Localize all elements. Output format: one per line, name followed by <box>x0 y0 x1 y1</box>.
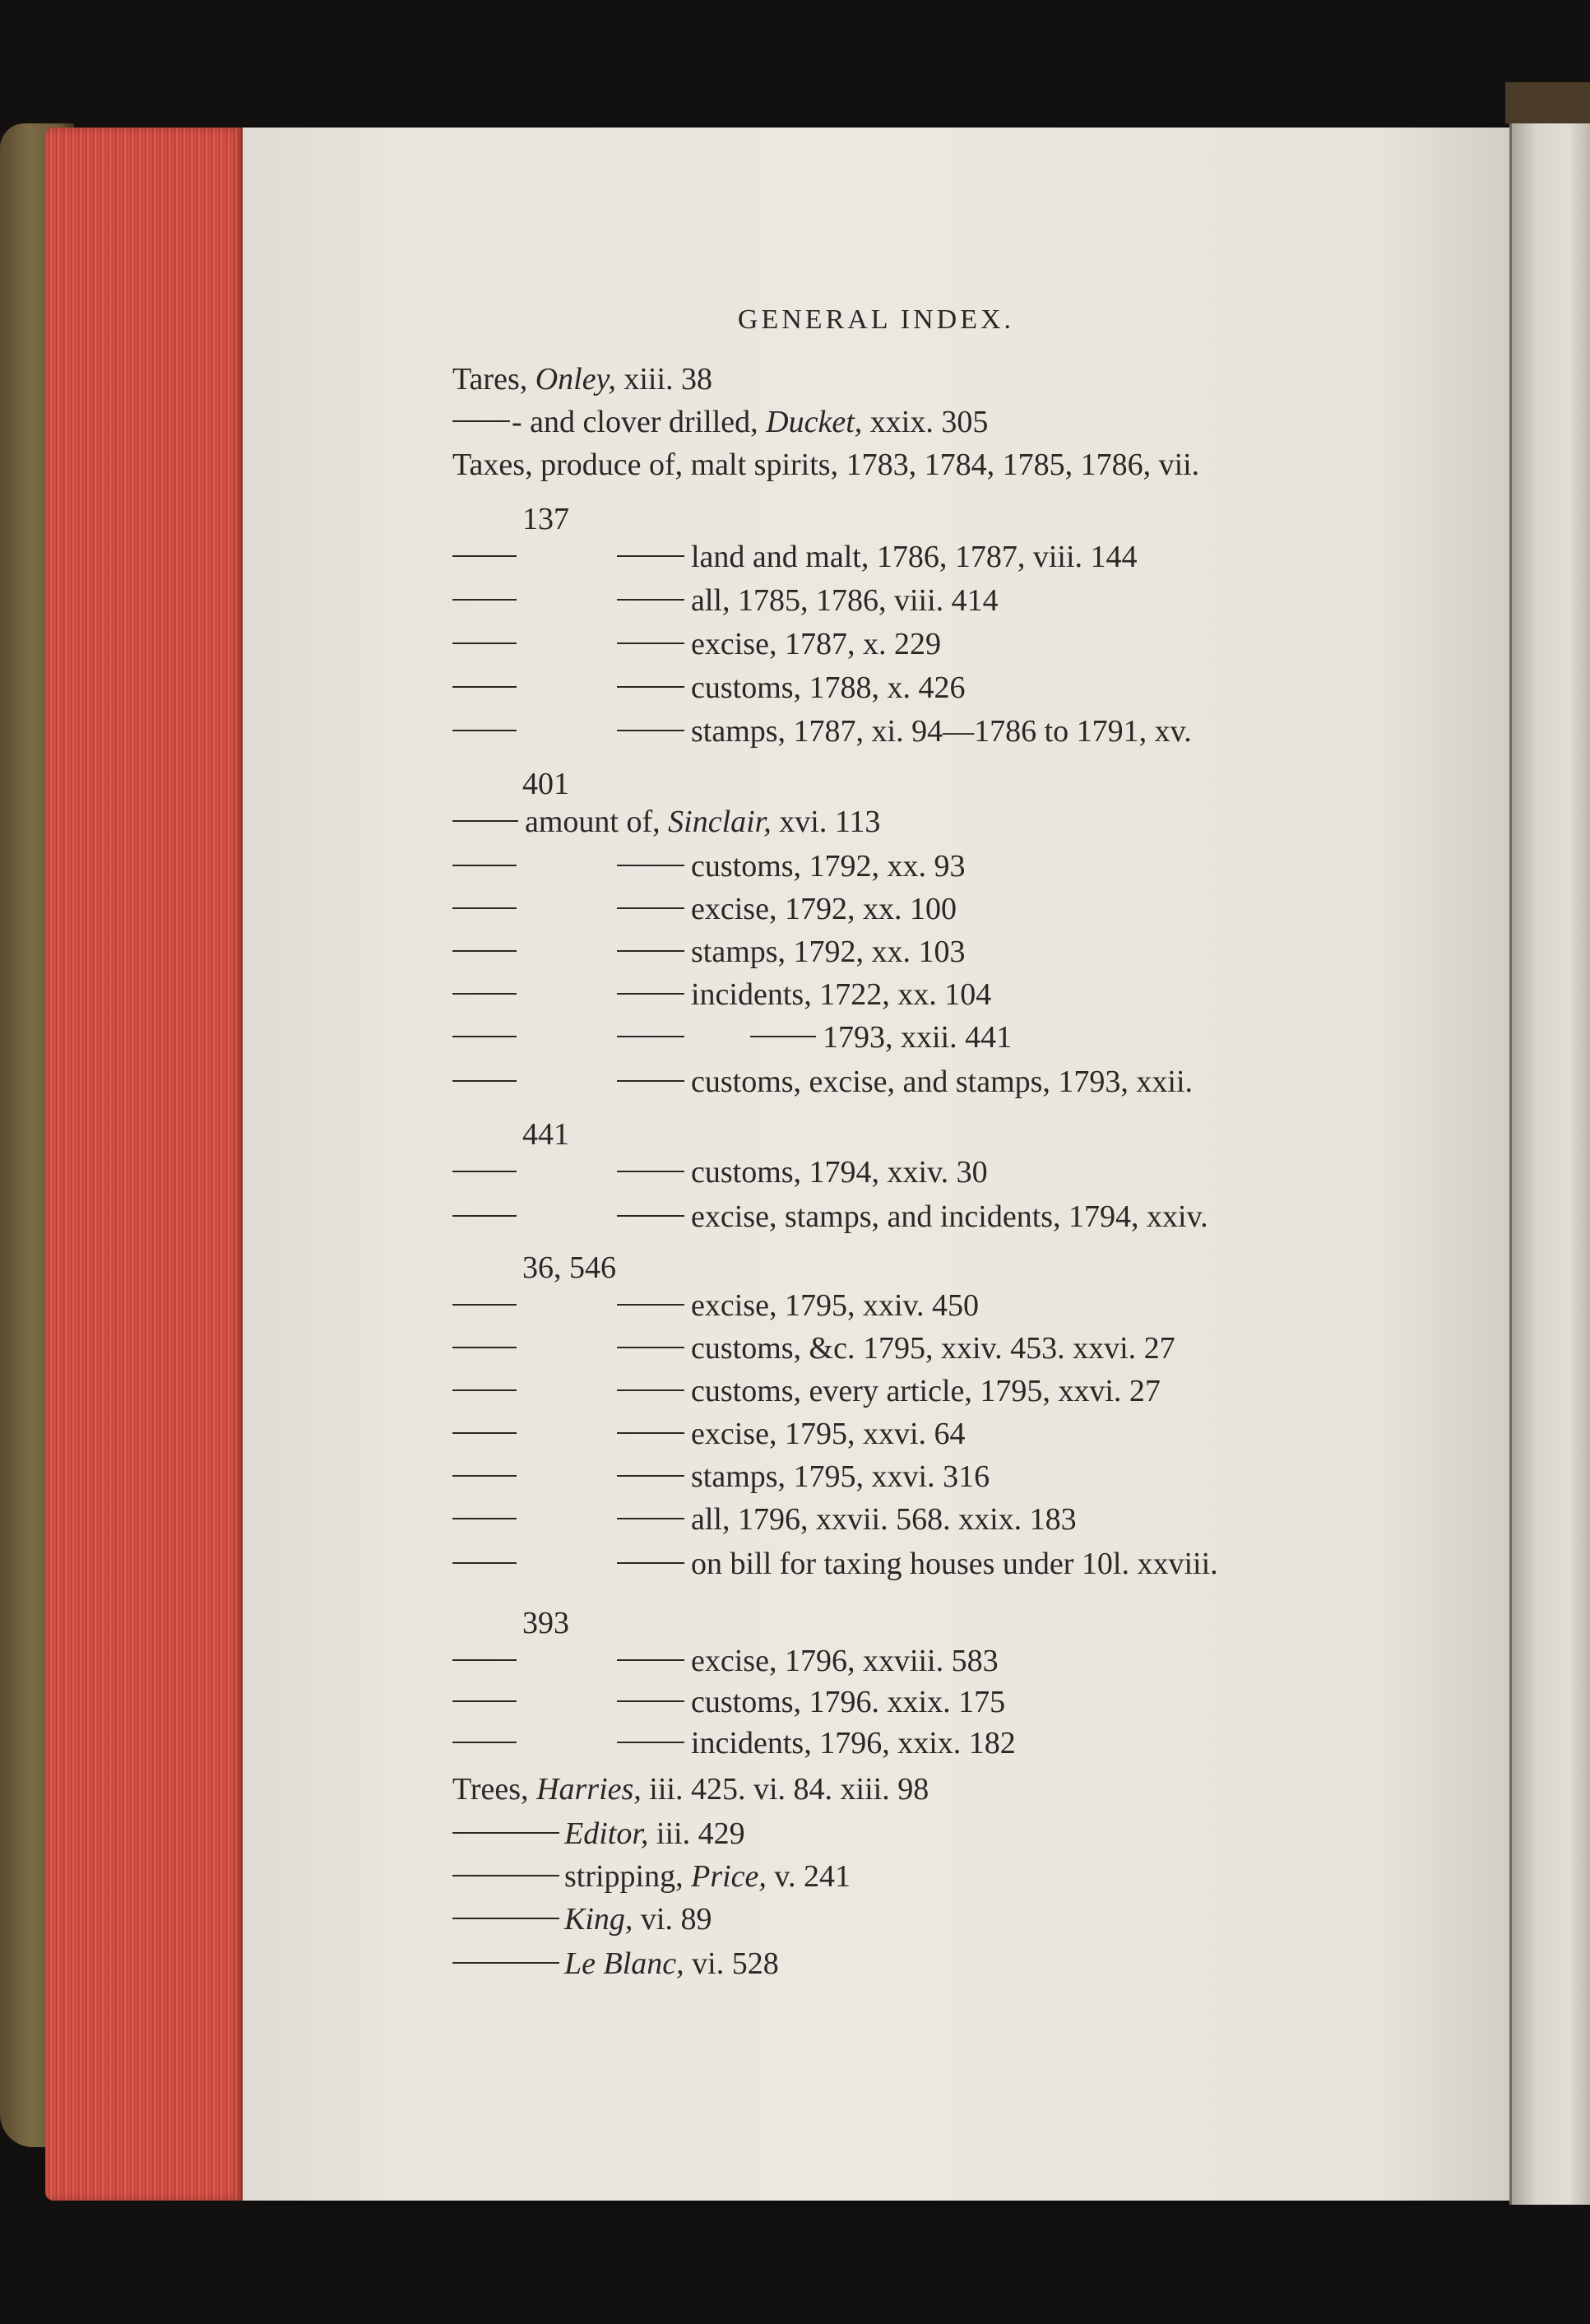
ditto-dash <box>452 1171 517 1172</box>
index-entry-continuation: 393 <box>522 1606 569 1640</box>
index-entry: excise, stamps, and incidents, 1794, xxiv. <box>452 1198 1208 1236</box>
ditto-dash <box>452 420 510 422</box>
ditto-dash <box>452 865 517 866</box>
index-entry-continuation: 401 <box>522 767 569 801</box>
index-entry: all, 1796, xxvii. 568. xxix. 183 <box>452 1501 1077 1538</box>
index-entry: customs, &c. 1795, xxiv. 453. xxvi. 27 <box>452 1329 1175 1367</box>
ditto-dash <box>617 1347 684 1348</box>
index-entry: Le Blanc, vi. 528 <box>452 1945 779 1983</box>
ditto-dash <box>617 686 684 688</box>
index-entry: stripping, Price, v. 241 <box>452 1858 851 1895</box>
index-entry-continuation: 137 <box>522 502 569 536</box>
ditto-dash <box>617 1304 684 1306</box>
index-entry: customs, 1796. xxix. 175 <box>452 1683 1005 1721</box>
ditto-dash <box>617 1171 684 1172</box>
ditto-dash <box>452 1832 559 1834</box>
index-entry: customs, 1788, x. 426 <box>452 669 966 707</box>
index-entry: customs, excise, and stamps, 1793, xxii. <box>452 1063 1193 1101</box>
ditto-dash <box>452 1347 517 1348</box>
index-entry: amount of, Sinclair, xvi. 113 <box>452 803 880 841</box>
index-entry: King, vi. 89 <box>452 1900 712 1938</box>
index-entry: incidents, 1722, xx. 104 <box>452 976 991 1014</box>
ditto-dash <box>617 599 684 601</box>
ditto-dash <box>452 1700 517 1702</box>
ditto-dash <box>452 1742 517 1743</box>
index-entry: land and malt, 1786, 1787, viii. 144 <box>452 538 1138 576</box>
index-entry: on bill for taxing houses under 10l. xxviii. <box>452 1545 1218 1583</box>
page-heading: GENERAL INDEX. <box>737 304 1015 335</box>
index-entry: excise, 1787, x. 229 <box>452 625 941 663</box>
index-entry: excise, 1795, xxvi. 64 <box>452 1415 966 1453</box>
ditto-dash <box>452 1562 517 1564</box>
index-entry: 1793, xxii. 441 <box>452 1018 1012 1056</box>
index-entry: Taxes, produce of, malt spirits, 1783, 1784, 1785, 1786, vii. <box>452 448 1200 482</box>
index-entry-continuation: 441 <box>522 1117 569 1152</box>
index-entry: Trees, Harries, iii. 425. vi. 84. xiii. 98 <box>452 1772 929 1807</box>
ditto-dash <box>617 1432 684 1434</box>
index-entry: excise, 1792, xx. 100 <box>452 890 957 928</box>
index-entry: all, 1785, 1786, viii. 414 <box>452 582 999 619</box>
ditto-dash <box>452 1432 517 1434</box>
ditto-dash <box>452 1215 517 1217</box>
index-entry: customs, every article, 1795, xxvi. 27 <box>452 1372 1161 1410</box>
index-entry: stamps, 1787, xi. 94—1786 to 1791, xv. <box>452 712 1192 750</box>
ditto-dash <box>452 993 517 995</box>
ditto-dash <box>452 599 517 601</box>
ditto-dash <box>617 730 684 731</box>
ditto-dash <box>617 1659 684 1661</box>
index-entry: - and clover drilled, Ducket, xxix. 305 <box>452 403 988 441</box>
ditto-dash <box>617 1036 684 1037</box>
index-entry-continuation: 36, 546 <box>522 1250 616 1285</box>
ditto-dash <box>452 1518 517 1519</box>
ditto-dash <box>452 1875 559 1876</box>
index-entry: excise, 1796, xxviii. 583 <box>452 1642 999 1680</box>
ditto-dash <box>452 686 517 688</box>
ditto-dash <box>452 1962 559 1964</box>
ditto-dash <box>617 907 684 909</box>
ditto-dash <box>452 642 517 644</box>
ditto-dash <box>617 1518 684 1519</box>
ditto-dash <box>617 993 684 995</box>
ditto-dash <box>617 1742 684 1743</box>
ditto-dash <box>617 1700 684 1702</box>
ditto-dash <box>452 730 517 731</box>
ditto-dash <box>617 1562 684 1564</box>
ditto-dash <box>452 1918 559 1919</box>
ditto-dash <box>452 907 517 909</box>
ditto-dash <box>617 865 684 866</box>
index-entry: Editor, iii. 429 <box>452 1815 745 1853</box>
ditto-dash <box>452 1304 517 1306</box>
ditto-dash <box>617 555 684 557</box>
index-entry: stamps, 1792, xx. 103 <box>452 933 966 971</box>
ditto-dash <box>617 950 684 952</box>
ditto-dash <box>452 1475 517 1477</box>
ditto-dash <box>617 1389 684 1391</box>
index-entry: excise, 1795, xxiv. 450 <box>452 1287 979 1324</box>
ditto-dash <box>452 1080 517 1082</box>
ditto-dash <box>452 1036 517 1037</box>
ditto-dash <box>452 1659 517 1661</box>
index-entry: stamps, 1795, xxvi. 316 <box>452 1458 990 1496</box>
ditto-dash <box>617 1215 684 1217</box>
ditto-dash <box>617 1080 684 1082</box>
ditto-dash <box>452 820 518 822</box>
ditto-dash <box>617 1475 684 1477</box>
ditto-dash <box>452 1389 517 1391</box>
index-entry: customs, 1794, xxiv. 30 <box>452 1153 988 1191</box>
ditto-dash <box>452 555 517 557</box>
index-entry: customs, 1792, xx. 93 <box>452 847 966 885</box>
index-entry: incidents, 1796, xxix. 182 <box>452 1724 1016 1762</box>
ditto-dash <box>750 1036 816 1037</box>
ditto-dash <box>452 950 517 952</box>
ditto-dash <box>617 642 684 644</box>
index-entry: Tares, Onley, xiii. 38 <box>452 362 713 397</box>
